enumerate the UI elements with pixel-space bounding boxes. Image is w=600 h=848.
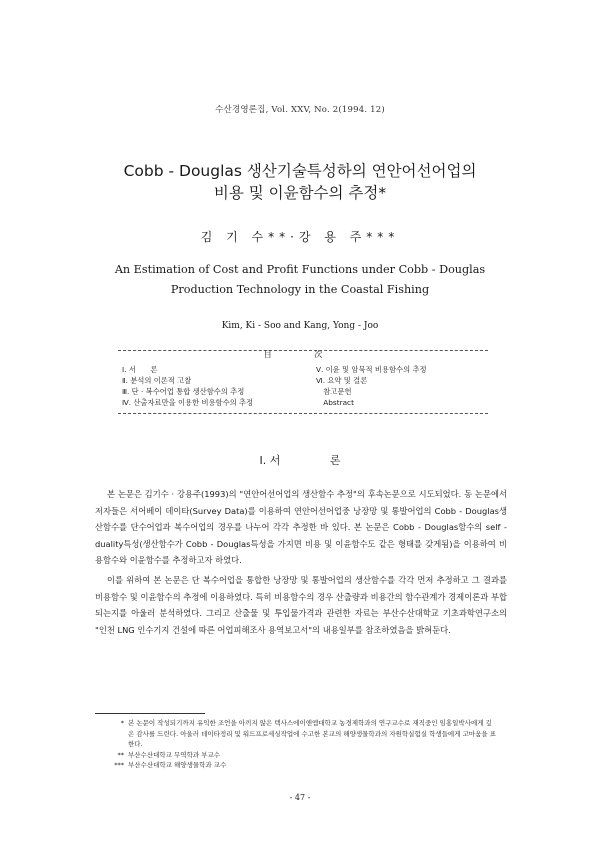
toc-item: Ⅱ. 분석의 이론적 고찰: [122, 376, 192, 385]
footnote: [98, 760, 498, 771]
table-of-contents: [118, 350, 488, 414]
title-en-line-2: Production Technology in the Coastal Fishing: [170, 283, 430, 296]
section-number: Ⅰ. 서: [259, 454, 281, 467]
toc-item: Ⅵ. 요약 및 결론: [316, 376, 368, 385]
footnote-mark: ***: [114, 761, 124, 769]
footnotes: [98, 718, 498, 771]
toc-item: Abstract: [316, 398, 354, 407]
paragraph: 본 논문은 김기수 · 강용주(1993)의 "연안어선어업의 생산함수 추정"의 후속논문으로 시도되었다. 동 논문에서 저자들은 서어베이 데이타(Survey Data)를 이용하여 연안어선어업중 낭장망 및 통발어업의 Cobb - Douglas생산함수를 단수어업과 복수어업의 경우를 나누어 각각 추정한 바 있다. 본 논문은 Cobb - Douglas함수의 self - duality특성(생산함수가 Cobb - Douglas특성을 가지면 비용 및 이윤함수도 같은 형태를 갖게됨)을 이용하여 비용함수와 이윤함수를 추정하고자 하였다.: [95, 489, 507, 566]
paragraph: 이를 위하여 본 논문은 단 복수어업을 통합한 낭장망 및 통발어업의 생산함수를 각각 먼저 추정하고 그 결과를 비용함수 및 이윤함수의 추정에 이용하였다. 특히 비용함수의 경우 산출량과 비용간의 함수관계가 경제이론과 부합되는지를 아울러 분석하였다. 그리고 산출물 및 투입물가격과 관련한 자료는 부산수산대학교 기초과학연구소의 "인천 LNG 인수기지 건설에 따른 어업피해조사 용역보고서"의 내용일부를 참조하였음을 밝혀둔다.: [95, 574, 507, 635]
title-en-line-1: An Estimation of Cost and Profit Functions under Cobb - Douglas: [114, 263, 486, 276]
toc-item: Ⅰ. 서 론: [122, 365, 158, 374]
footnote-text: 부산수산대학교 해양생물학과 교수: [128, 761, 227, 769]
paper-title-korean: [0, 160, 600, 204]
toc-item: Ⅲ. 단 · 복수어업 통합 생산함수의 추정: [122, 387, 245, 396]
footnote-text: 부산수산대학교 무역학과 부교수: [128, 750, 221, 759]
section-word: 론: [329, 454, 341, 467]
page-number: - 47 -: [289, 793, 311, 802]
authors-english: Kim, Ki - Soo and Kang, Yong - Joo: [221, 321, 379, 331]
footnote: [98, 718, 498, 750]
footnote-mark: **: [117, 750, 124, 759]
journal-header: 수산경영론집, Vol. XXV, No. 2(1994. 12): [215, 105, 385, 115]
toc-item: Ⅳ. 산출자료만을 이용한 비용함수의 추정: [122, 398, 254, 407]
toc-right-column: [316, 364, 427, 408]
paper-title-english: [0, 260, 600, 300]
footnote-text: 본 논문이 작성되기까지 유익한 조언을 아끼지 않은 텍사스에이앤엠대학교 농경제학과의 연구교수로 재직중인 임홍일박사에게 깊은 감사를 드린다. 아울러 데이타정리 및 워드프로세싱작업에 수고한 본교의 해양생물학과의 자원학실험실 학생들에게 고마움을 표한다.: [128, 719, 496, 748]
toc-item: Ⅴ. 이윤 및 암묵적 비용함수의 추정: [316, 365, 427, 374]
footnote-mark: *: [120, 719, 124, 727]
footnote-rule: [95, 713, 205, 714]
footnote: [98, 750, 498, 761]
toc-title: 目 次: [263, 350, 343, 359]
authors-korean: 김 기 수**·강 용 주***: [200, 230, 400, 244]
title-line-2: 비용 및 이윤함수의 추정*: [213, 184, 387, 202]
section-heading: [0, 452, 600, 468]
body-text: [95, 486, 507, 638]
toc-left-column: [122, 364, 253, 408]
title-line-1: Cobb - Douglas 생산기술특성하의 연안어선어업의: [123, 162, 477, 180]
toc-item: 참고문헌: [316, 387, 352, 396]
